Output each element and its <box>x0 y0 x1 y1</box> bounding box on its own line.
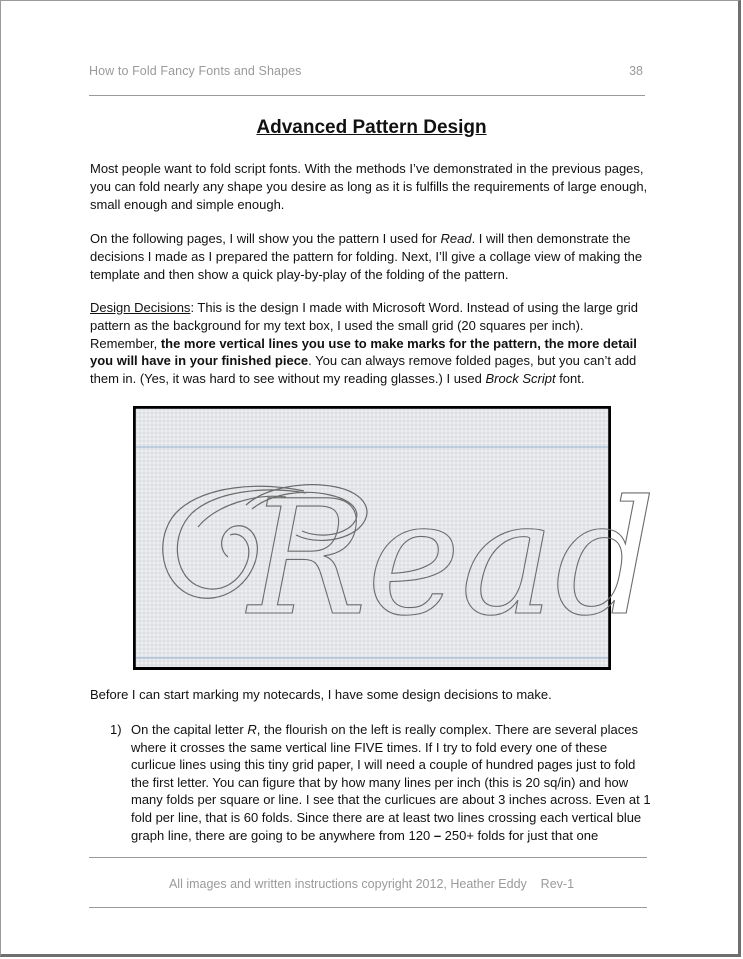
footer-copyright: All images and written instructions copyright 2012, Heather Eddy Rev-1 <box>168 877 575 891</box>
bold-emphasis: the more vertical lines you use to make marks for the pattern, the more detail you will have in your finished piece <box>90 335 637 369</box>
design-decisions-label: Design Decisions <box>90 300 191 315</box>
read-word: Read <box>440 231 472 246</box>
running-header <box>89 63 645 96</box>
list-text: On the capital letter R, the flourish on the left is really complex. There are several places where it crosses the same vertical line FIVE times. If I try to fold every one of these curlicue lines using this tiny grid paper, I will need a couple of hundred pages just to fold the first letter. You can figure that by how many lines per inch (this is 20 sq/in) and how many folds per square or line. I see that the curlicues are about 3 inches across. Even at 1 fold per line, that is 60 folds. Since there are at least two lines crossing each vertical blue graph line, there are going to be anywhere from 120 – 250+ folds for just that one <box>131 722 651 843</box>
read-word-outline: Read <box>248 467 656 651</box>
paragraph-design-decisions: Design Decisions: This is the design I made with Microsoft Word. Instead of using the large grid pattern as the background for my text box, I used the small grid (20 squares per inch). Remember, the more vertical lines you use to make marks for the pattern, the more detail you will have in your finished piece. You can always remove folded pages, but you can’t add them in. (Yes, it was hard to see without my reading glasses.) I used Brock Script font. <box>90 300 638 387</box>
paragraph-intro: Most people want to fold script fonts. With the methods I’ve demonstrated in the previous pages, you can fold nearly any shape you desire as long as it is fulfills the requirements of large enough, small enough and simple enough. <box>90 161 648 212</box>
read-pattern-figure <box>133 406 656 670</box>
footer-divider-top <box>89 857 647 858</box>
header-title: How to Fold Fancy Fonts and Shapes <box>89 64 302 78</box>
page-number: 38 <box>629 64 643 78</box>
list-number: 1) <box>110 722 122 737</box>
footer-divider-bottom <box>89 907 647 908</box>
paragraph-following-pages: On the following pages, I will show you the pattern I used for Read. I will then demonstrate the decisions I made as I prepared the pattern for folding. Next, I’ll give a collage view of making the template and then show a quick play-by-play of the folding of the pattern. <box>90 231 643 282</box>
font-name: Brock Script <box>485 371 556 387</box>
grid-pattern-image <box>136 409 656 667</box>
page-title: Advanced Pattern Design <box>256 117 487 138</box>
paragraph-before-marking: Before I can start marking my notecards, I have some design decisions to make. <box>90 687 552 702</box>
